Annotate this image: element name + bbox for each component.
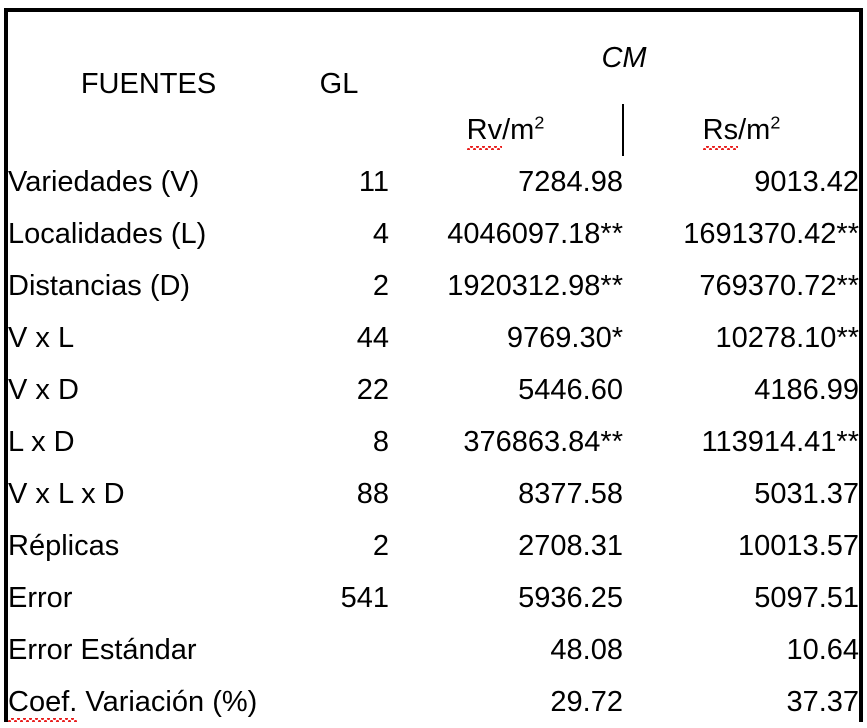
column-header-fuentes: FUENTES bbox=[8, 12, 289, 156]
cell-rs: 769370.72** bbox=[623, 260, 859, 312]
table-row bbox=[8, 208, 859, 260]
cell-gl bbox=[289, 624, 389, 676]
cell-fuente: Error Estándar bbox=[8, 624, 289, 676]
cell-fuente bbox=[8, 676, 289, 728]
cell-fuente: V x L bbox=[8, 312, 289, 364]
coef-rest-text: Variación (%) bbox=[77, 685, 258, 718]
cell-fuente: V x D bbox=[8, 364, 289, 416]
cell-rv: 7284.98 bbox=[389, 156, 623, 208]
cell-rs: 9013.42 bbox=[623, 156, 859, 208]
table-row bbox=[8, 624, 859, 676]
cell-rv: 4046097.18** bbox=[389, 208, 623, 260]
column-header-rv-per-m2 bbox=[389, 104, 623, 156]
cell-gl bbox=[289, 676, 389, 728]
cell-gl: 22 bbox=[289, 364, 389, 416]
cell-gl: 2 bbox=[289, 520, 389, 572]
rv-exponent: 2 bbox=[534, 112, 545, 133]
cell-gl: 2 bbox=[289, 260, 389, 312]
table-row bbox=[8, 156, 859, 208]
anova-table bbox=[8, 12, 859, 728]
cell-rv: 376863.84** bbox=[389, 416, 623, 468]
cell-rs: 37.37 bbox=[623, 676, 859, 728]
cell-rs: 10278.10** bbox=[623, 312, 859, 364]
cell-gl: 44 bbox=[289, 312, 389, 364]
rs-unit: /m bbox=[738, 113, 771, 146]
cell-rs: 1691370.42** bbox=[623, 208, 859, 260]
table-row bbox=[8, 260, 859, 312]
cell-rs: 5097.51 bbox=[623, 572, 859, 624]
cell-rs: 113914.41** bbox=[623, 416, 859, 468]
cell-gl: 8 bbox=[289, 416, 389, 468]
table-row bbox=[8, 364, 859, 416]
cell-rv: 8377.58 bbox=[389, 468, 623, 520]
column-header-cm: CM bbox=[389, 12, 859, 104]
cell-gl: 541 bbox=[289, 572, 389, 624]
table-header bbox=[8, 12, 859, 156]
cell-rv: 29.72 bbox=[389, 676, 623, 728]
cell-rv: 48.08 bbox=[389, 624, 623, 676]
cell-gl: 11 bbox=[289, 156, 389, 208]
cell-fuente: Variedades (V) bbox=[8, 156, 289, 208]
cell-fuente: L x D bbox=[8, 416, 289, 468]
rv-unit: /m bbox=[502, 113, 535, 146]
cell-rs: 4186.99 bbox=[623, 364, 859, 416]
cell-gl: 88 bbox=[289, 468, 389, 520]
table-row bbox=[8, 468, 859, 520]
rs-exponent: 2 bbox=[770, 112, 781, 133]
cell-gl: 4 bbox=[289, 208, 389, 260]
cell-fuente: Réplicas bbox=[8, 520, 289, 572]
coef-misspelled-token: Coef. bbox=[8, 685, 78, 718]
header-row-top bbox=[8, 12, 859, 104]
anova-table-container bbox=[4, 8, 863, 722]
cell-fuente: V x L x D bbox=[8, 468, 289, 520]
table-row bbox=[8, 676, 859, 728]
cell-rv: 1920312.98** bbox=[389, 260, 623, 312]
table-body bbox=[8, 156, 859, 728]
rv-misspelled-token: Rv bbox=[466, 113, 503, 146]
cell-fuente: Error bbox=[8, 572, 289, 624]
column-header-rs-per-m2 bbox=[623, 104, 859, 156]
table-row bbox=[8, 520, 859, 572]
cell-rs: 5031.37 bbox=[623, 468, 859, 520]
rs-misspelled-token: Rs bbox=[702, 113, 739, 146]
cell-rv: 2708.31 bbox=[389, 520, 623, 572]
cell-rv: 5936.25 bbox=[389, 572, 623, 624]
table-row bbox=[8, 312, 859, 364]
cell-rs: 10.64 bbox=[623, 624, 859, 676]
cell-rs: 10013.57 bbox=[623, 520, 859, 572]
cell-fuente: Distancias (D) bbox=[8, 260, 289, 312]
cell-fuente: Localidades (L) bbox=[8, 208, 289, 260]
table-row bbox=[8, 416, 859, 468]
cell-rv: 5446.60 bbox=[389, 364, 623, 416]
column-header-gl: GL bbox=[289, 12, 389, 156]
table-row bbox=[8, 572, 859, 624]
cell-rv: 9769.30* bbox=[389, 312, 623, 364]
